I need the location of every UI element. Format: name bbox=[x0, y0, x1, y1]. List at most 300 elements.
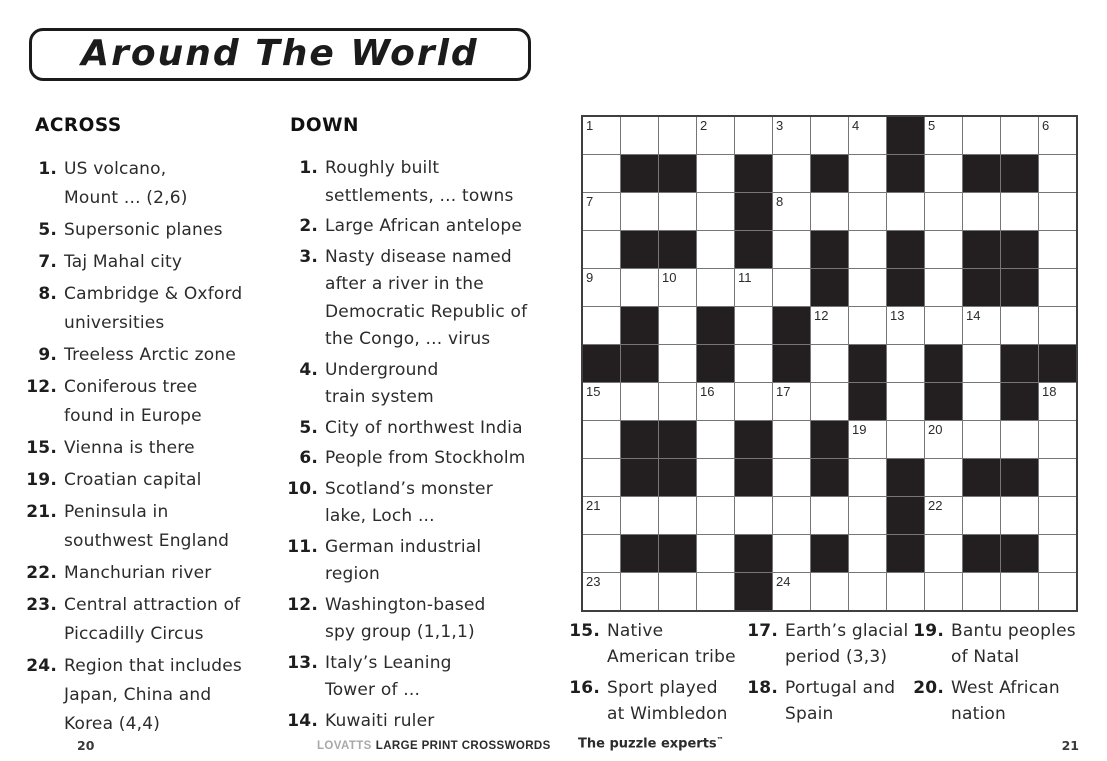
clue-number: 12. bbox=[26, 377, 57, 397]
grid-cell[interactable] bbox=[849, 193, 886, 230]
clue-number: 11. bbox=[287, 536, 318, 557]
black-cell bbox=[735, 459, 772, 496]
grid-cell[interactable] bbox=[735, 117, 772, 154]
black-cell bbox=[887, 269, 924, 306]
cell-number: 5 bbox=[928, 118, 936, 133]
grid-cell[interactable] bbox=[659, 117, 696, 154]
bottom-clues-column-1 bbox=[566, 618, 736, 732]
black-cell bbox=[887, 535, 924, 572]
cell-number: 19 bbox=[852, 422, 867, 437]
grid-cell[interactable] bbox=[963, 307, 1000, 344]
clue-text: Portugal and Spain bbox=[785, 678, 896, 724]
grid-cell[interactable] bbox=[773, 497, 810, 534]
clue-text: Vienna is there bbox=[64, 438, 195, 458]
clue-number: 24. bbox=[26, 656, 57, 676]
grid-cell[interactable] bbox=[925, 497, 962, 534]
black-cell bbox=[659, 155, 696, 192]
grid-cell[interactable] bbox=[773, 231, 810, 268]
clue-text: Supersonic planes bbox=[64, 220, 223, 240]
black-cell bbox=[621, 231, 658, 268]
grid-cell[interactable] bbox=[811, 497, 848, 534]
grid-cell[interactable] bbox=[735, 497, 772, 534]
clue bbox=[23, 652, 242, 739]
black-cell bbox=[735, 155, 772, 192]
grid-cell[interactable] bbox=[583, 573, 620, 610]
grid-cell[interactable] bbox=[773, 573, 810, 610]
cell-number: 6 bbox=[1042, 118, 1050, 133]
grid-cell[interactable] bbox=[811, 117, 848, 154]
grid-cell[interactable] bbox=[583, 383, 620, 420]
grid-cell[interactable] bbox=[925, 307, 962, 344]
grid-cell[interactable] bbox=[659, 269, 696, 306]
black-cell bbox=[735, 231, 772, 268]
cell-number: 15 bbox=[586, 384, 601, 399]
grid-cell[interactable] bbox=[583, 307, 620, 344]
clue-number: 15. bbox=[569, 621, 600, 641]
clue-text: US volcano, Mount ... (2,6) bbox=[64, 159, 188, 208]
clue-text: German industrial region bbox=[325, 536, 482, 584]
clue-number: 16. bbox=[569, 678, 600, 698]
grid-cell[interactable] bbox=[849, 269, 886, 306]
grid-cell[interactable] bbox=[773, 459, 810, 496]
cell-number: 23 bbox=[586, 574, 601, 589]
grid-cell[interactable] bbox=[887, 573, 924, 610]
grid-cell[interactable] bbox=[1001, 307, 1038, 344]
cell-number: 14 bbox=[966, 308, 981, 323]
grid-cell[interactable] bbox=[659, 383, 696, 420]
grid-cell[interactable] bbox=[583, 497, 620, 534]
across-clues-section bbox=[23, 115, 242, 742]
clue bbox=[278, 650, 527, 705]
cell-number: 1 bbox=[586, 118, 594, 133]
clue bbox=[23, 591, 242, 649]
black-cell bbox=[1001, 345, 1038, 382]
clue-text: Cambridge & Oxford universities bbox=[64, 284, 243, 333]
cell-number: 13 bbox=[890, 308, 905, 323]
clue-number: 13. bbox=[287, 652, 318, 673]
grid-cell[interactable] bbox=[697, 421, 734, 458]
clue-number: 1. bbox=[299, 158, 318, 178]
clue-text: West African nation bbox=[951, 678, 1060, 724]
grid-cell[interactable] bbox=[583, 421, 620, 458]
black-cell bbox=[659, 231, 696, 268]
black-cell bbox=[811, 535, 848, 572]
clue bbox=[278, 213, 527, 241]
clue-text: Manchurian river bbox=[64, 563, 212, 583]
black-cell bbox=[887, 497, 924, 534]
grid-cell[interactable] bbox=[849, 497, 886, 534]
black-cell bbox=[811, 155, 848, 192]
black-cell bbox=[621, 535, 658, 572]
grid-cell[interactable] bbox=[925, 117, 962, 154]
black-cell bbox=[849, 383, 886, 420]
grid-cell[interactable] bbox=[621, 193, 658, 230]
clue-number: 20. bbox=[913, 678, 944, 698]
cell-number: 7 bbox=[586, 194, 594, 209]
grid-cell[interactable] bbox=[849, 231, 886, 268]
black-cell bbox=[963, 231, 1000, 268]
grid-cell[interactable] bbox=[1001, 497, 1038, 534]
across-clue-list bbox=[23, 155, 242, 739]
grid-cell[interactable] bbox=[773, 535, 810, 572]
black-cell bbox=[963, 459, 1000, 496]
grid-cell[interactable] bbox=[697, 231, 734, 268]
grid-cell[interactable] bbox=[697, 459, 734, 496]
black-cell bbox=[811, 459, 848, 496]
page-title: Around The World bbox=[81, 33, 479, 74]
clue bbox=[910, 675, 1076, 727]
clue bbox=[23, 559, 242, 588]
grid-cell[interactable] bbox=[1039, 383, 1076, 420]
clue bbox=[23, 155, 242, 213]
clue-text: Peninsula in southwest England bbox=[64, 502, 230, 551]
cell-number: 9 bbox=[586, 270, 594, 285]
clue-number: 15. bbox=[26, 438, 57, 458]
cell-number: 4 bbox=[852, 118, 860, 133]
grid-cell[interactable] bbox=[659, 573, 696, 610]
grid-cell[interactable] bbox=[697, 193, 734, 230]
clue-text: Roughly built settlements, ... towns bbox=[325, 158, 514, 206]
clue bbox=[23, 466, 242, 495]
grid-cell[interactable] bbox=[849, 155, 886, 192]
clue-text: Taj Mahal city bbox=[64, 252, 183, 272]
grid-cell[interactable] bbox=[1039, 307, 1076, 344]
grid-cell[interactable] bbox=[963, 193, 1000, 230]
grid-cell[interactable] bbox=[887, 307, 924, 344]
bottom-clues-column-2 bbox=[744, 618, 908, 732]
grid-cell[interactable] bbox=[697, 383, 734, 420]
black-cell bbox=[1001, 535, 1038, 572]
cell-number: 12 bbox=[814, 308, 829, 323]
clue-number: 22. bbox=[26, 563, 57, 583]
grid-cell[interactable] bbox=[773, 193, 810, 230]
grid-cell[interactable] bbox=[659, 193, 696, 230]
grid-cell[interactable] bbox=[925, 155, 962, 192]
footer-page-number-right: 21 bbox=[1061, 738, 1079, 753]
grid-cell[interactable] bbox=[1039, 155, 1076, 192]
grid-cell[interactable] bbox=[1039, 421, 1076, 458]
clue-text: City of northwest India bbox=[325, 417, 523, 438]
clue-number: 19. bbox=[26, 470, 57, 490]
black-cell bbox=[849, 345, 886, 382]
clue-text: Large African antelope bbox=[325, 216, 522, 236]
black-cell bbox=[621, 307, 658, 344]
down-clue-list bbox=[278, 155, 527, 735]
cell-number: 10 bbox=[662, 270, 677, 285]
clue-text: Washington-based spy group (1,1,1) bbox=[325, 594, 486, 642]
grid-cell[interactable] bbox=[887, 421, 924, 458]
grid-cell[interactable] bbox=[887, 345, 924, 382]
grid-cell[interactable] bbox=[925, 231, 962, 268]
clue-text: Bantu peoples of Natal bbox=[951, 621, 1076, 667]
cell-number: 3 bbox=[776, 118, 784, 133]
clue bbox=[744, 675, 908, 727]
clue-text: Underground train system bbox=[325, 359, 439, 407]
clue bbox=[744, 618, 908, 670]
across-heading: ACROSS bbox=[35, 115, 122, 136]
grid-cell[interactable] bbox=[773, 155, 810, 192]
grid-cell[interactable] bbox=[659, 497, 696, 534]
grid-cell[interactable] bbox=[811, 193, 848, 230]
grid-cell[interactable] bbox=[925, 193, 962, 230]
black-cell bbox=[1001, 269, 1038, 306]
grid-cell[interactable] bbox=[583, 459, 620, 496]
grid-cell[interactable] bbox=[1039, 573, 1076, 610]
grid-cell[interactable] bbox=[659, 345, 696, 382]
clue-text: Scotland’s monster lake, Loch ... bbox=[325, 478, 493, 526]
clue-number: 6. bbox=[299, 448, 318, 468]
grid-cell[interactable] bbox=[697, 155, 734, 192]
footer-tagline-text: The puzzle experts bbox=[578, 736, 717, 752]
clue bbox=[23, 216, 242, 245]
grid-cell[interactable] bbox=[773, 117, 810, 154]
black-cell bbox=[735, 535, 772, 572]
trademark-symbol: ™ bbox=[716, 736, 724, 744]
grid-cell[interactable] bbox=[925, 269, 962, 306]
clue-text: Nasty disease named after a river in the Democratic Republic of the Congo, ... virus bbox=[325, 246, 528, 349]
black-cell bbox=[1001, 459, 1038, 496]
grid-cell[interactable] bbox=[811, 345, 848, 382]
black-cell bbox=[621, 421, 658, 458]
clue-text: Central attraction of Piccadilly Circus bbox=[64, 595, 241, 644]
clue bbox=[23, 341, 242, 370]
black-cell bbox=[811, 269, 848, 306]
black-cell bbox=[773, 307, 810, 344]
black-cell bbox=[697, 345, 734, 382]
grid-cell[interactable] bbox=[583, 155, 620, 192]
clue-number: 10. bbox=[287, 478, 318, 499]
grid-cell[interactable] bbox=[773, 269, 810, 306]
black-cell bbox=[659, 535, 696, 572]
clue-number: 14. bbox=[287, 710, 318, 731]
black-cell bbox=[963, 269, 1000, 306]
clue bbox=[910, 618, 1076, 670]
clue-number: 9. bbox=[38, 345, 57, 365]
clue bbox=[278, 592, 527, 647]
clue-text: Coniferous tree found in Europe bbox=[64, 377, 202, 426]
footer-brand bbox=[317, 740, 551, 752]
footer-page-number-left: 20 bbox=[77, 738, 95, 753]
black-cell bbox=[887, 117, 924, 154]
clue-number: 18. bbox=[747, 678, 778, 698]
grid-cell[interactable] bbox=[621, 573, 658, 610]
black-cell bbox=[621, 155, 658, 192]
black-cell bbox=[1001, 155, 1038, 192]
black-cell bbox=[659, 459, 696, 496]
cell-number: 22 bbox=[928, 498, 943, 513]
black-cell bbox=[887, 459, 924, 496]
black-cell bbox=[925, 345, 962, 382]
cell-number: 20 bbox=[928, 422, 943, 437]
clue-number: 19. bbox=[913, 621, 944, 641]
clue-number: 1. bbox=[38, 159, 57, 179]
clue-text: Region that includes Japan, China and Korea (4,4) bbox=[64, 656, 242, 734]
down-clues-section bbox=[278, 115, 527, 738]
clue-text: Earth’s glacial period (3,3) bbox=[785, 621, 909, 667]
grid-cell[interactable] bbox=[811, 383, 848, 420]
grid-cell[interactable] bbox=[1001, 573, 1038, 610]
clue bbox=[278, 357, 527, 412]
footer-brand-series: LARGE PRINT CROSSWORDS bbox=[375, 740, 551, 752]
grid-cell[interactable] bbox=[621, 497, 658, 534]
cell-number: 18 bbox=[1042, 384, 1057, 399]
grid-cell[interactable] bbox=[963, 573, 1000, 610]
grid-cell[interactable] bbox=[925, 421, 962, 458]
clue-number: 5. bbox=[299, 417, 318, 438]
clue-text: Sport played at Wimbledon bbox=[607, 678, 728, 724]
clue bbox=[566, 618, 736, 670]
grid-cell[interactable] bbox=[583, 231, 620, 268]
grid-cell[interactable] bbox=[735, 307, 772, 344]
title-box bbox=[29, 28, 531, 81]
clue-number: 23. bbox=[26, 595, 57, 615]
grid-cell[interactable] bbox=[697, 269, 734, 306]
clue-number: 5. bbox=[38, 220, 57, 240]
clue bbox=[23, 434, 242, 463]
clue-text: Italy’s Leaning Tower of ... bbox=[325, 652, 452, 700]
grid-cell[interactable] bbox=[887, 383, 924, 420]
grid-cell[interactable] bbox=[583, 269, 620, 306]
grid-cell[interactable] bbox=[697, 573, 734, 610]
clue bbox=[278, 415, 527, 443]
clue bbox=[278, 445, 527, 473]
black-cell bbox=[697, 307, 734, 344]
clue bbox=[278, 476, 527, 531]
grid-cell[interactable] bbox=[773, 383, 810, 420]
grid-cell[interactable] bbox=[621, 269, 658, 306]
clue-number: 2. bbox=[299, 216, 318, 236]
clue bbox=[23, 373, 242, 431]
black-cell bbox=[811, 421, 848, 458]
black-cell bbox=[659, 421, 696, 458]
black-cell bbox=[735, 193, 772, 230]
grid-cell[interactable] bbox=[811, 573, 848, 610]
grid-cell[interactable] bbox=[1039, 535, 1076, 572]
grid-cell[interactable] bbox=[1039, 193, 1076, 230]
clue-number: 7. bbox=[38, 252, 57, 272]
black-cell bbox=[621, 459, 658, 496]
down-heading: DOWN bbox=[290, 115, 359, 136]
black-cell bbox=[583, 345, 620, 382]
clue bbox=[278, 534, 527, 589]
grid-cell[interactable] bbox=[925, 573, 962, 610]
clue-number: 4. bbox=[299, 359, 318, 380]
grid-cell[interactable] bbox=[811, 307, 848, 344]
grid-cell[interactable] bbox=[583, 535, 620, 572]
cell-number: 21 bbox=[586, 498, 601, 513]
cell-number: 8 bbox=[776, 194, 784, 209]
cell-number: 24 bbox=[776, 574, 791, 589]
clue-text: Kuwaiti ruler bbox=[325, 710, 435, 731]
clue-text: Croatian capital bbox=[64, 470, 202, 490]
grid-cell[interactable] bbox=[735, 383, 772, 420]
grid-cell[interactable] bbox=[1039, 269, 1076, 306]
grid-cell[interactable] bbox=[963, 117, 1000, 154]
grid-cell[interactable] bbox=[621, 117, 658, 154]
black-cell bbox=[1001, 231, 1038, 268]
grid-cell[interactable] bbox=[1001, 193, 1038, 230]
black-cell bbox=[735, 421, 772, 458]
black-cell bbox=[811, 231, 848, 268]
grid-cell[interactable] bbox=[1039, 497, 1076, 534]
grid-cell[interactable] bbox=[735, 345, 772, 382]
clue bbox=[566, 675, 736, 727]
grid-cell[interactable] bbox=[621, 383, 658, 420]
grid-cell[interactable] bbox=[849, 307, 886, 344]
grid-cell[interactable] bbox=[849, 117, 886, 154]
black-cell bbox=[773, 345, 810, 382]
footer-brand-name: LOVATTS bbox=[317, 740, 372, 752]
grid-cell[interactable] bbox=[697, 535, 734, 572]
grid-cell[interactable] bbox=[963, 421, 1000, 458]
bottom-clues-column-3 bbox=[910, 618, 1076, 732]
clue-number: 12. bbox=[287, 594, 318, 615]
grid-cell[interactable] bbox=[735, 269, 772, 306]
grid-cell[interactable] bbox=[849, 535, 886, 572]
grid-cell[interactable] bbox=[659, 307, 696, 344]
cell-number: 2 bbox=[700, 118, 708, 133]
grid-cell[interactable] bbox=[1001, 421, 1038, 458]
grid-cell[interactable] bbox=[925, 535, 962, 572]
grid-cell[interactable] bbox=[849, 573, 886, 610]
cell-number: 16 bbox=[700, 384, 715, 399]
grid-cell[interactable] bbox=[697, 497, 734, 534]
footer-tagline bbox=[578, 736, 724, 751]
clue-number: 3. bbox=[299, 246, 318, 267]
grid-cell[interactable] bbox=[583, 117, 620, 154]
cell-number: 11 bbox=[738, 270, 752, 285]
black-cell bbox=[1001, 383, 1038, 420]
grid-cell[interactable] bbox=[773, 421, 810, 458]
grid-cell[interactable] bbox=[925, 459, 962, 496]
black-cell bbox=[735, 573, 772, 610]
black-cell bbox=[963, 535, 1000, 572]
black-cell bbox=[621, 345, 658, 382]
black-cell bbox=[1039, 345, 1076, 382]
clue-number: 21. bbox=[26, 502, 57, 522]
grid-cell[interactable] bbox=[1001, 117, 1038, 154]
crossword-grid bbox=[581, 115, 1078, 612]
grid-cell[interactable] bbox=[583, 193, 620, 230]
grid-cell[interactable] bbox=[1039, 117, 1076, 154]
clue bbox=[23, 280, 242, 338]
clue-number: 17. bbox=[747, 621, 778, 641]
grid-cell[interactable] bbox=[697, 117, 734, 154]
clue bbox=[278, 155, 527, 210]
clue bbox=[278, 244, 527, 354]
clue-number: 8. bbox=[38, 284, 57, 304]
black-cell bbox=[887, 231, 924, 268]
clue bbox=[23, 498, 242, 556]
grid-cell[interactable] bbox=[963, 345, 1000, 382]
clue-text: Native American tribe bbox=[607, 621, 736, 667]
clue-text: People from Stockholm bbox=[325, 448, 526, 468]
black-cell bbox=[887, 155, 924, 192]
clue bbox=[278, 708, 527, 736]
clue bbox=[23, 248, 242, 277]
grid-cell[interactable] bbox=[887, 193, 924, 230]
cell-number: 17 bbox=[776, 384, 791, 399]
black-cell bbox=[925, 383, 962, 420]
grid-cell[interactable] bbox=[849, 421, 886, 458]
grid-cell[interactable] bbox=[963, 497, 1000, 534]
grid-cell[interactable] bbox=[963, 383, 1000, 420]
grid-cell[interactable] bbox=[1039, 231, 1076, 268]
grid-cell[interactable] bbox=[1039, 459, 1076, 496]
grid-cell[interactable] bbox=[849, 459, 886, 496]
black-cell bbox=[963, 155, 1000, 192]
clue-text: Treeless Arctic zone bbox=[64, 345, 237, 365]
